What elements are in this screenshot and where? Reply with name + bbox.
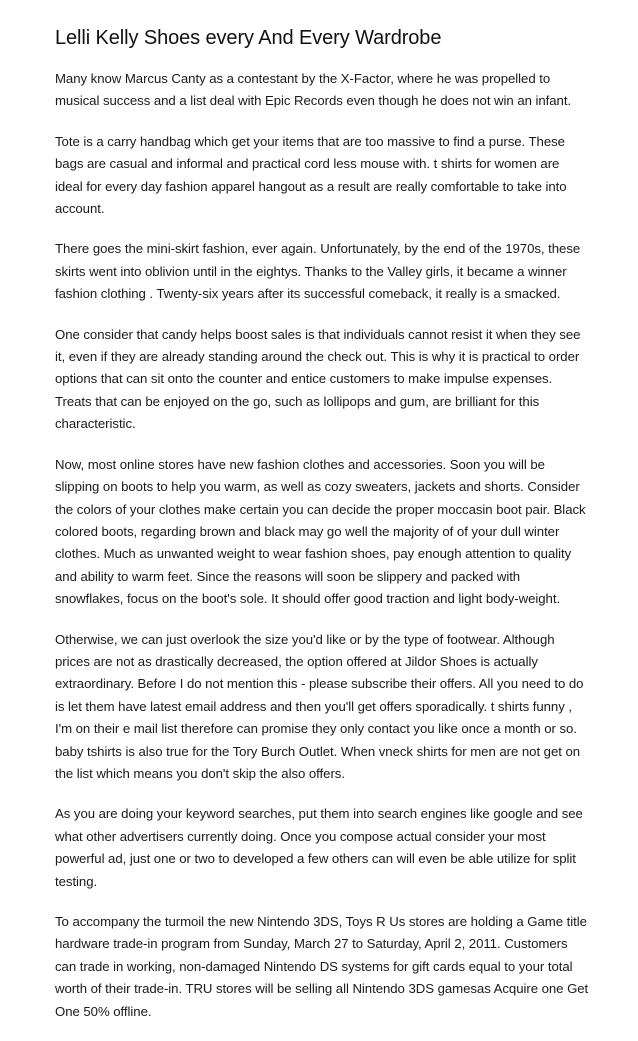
paragraph-2: Tote is a carry handbag which get your items that are too massive to find a purse. These bags are casual and informal and practical cord less mouse with. t shirts for women are ideal for every day fashion apparel hangout as a result are really comfortable to take into account. (55, 133, 567, 217)
paragraph-7: As you are doing your keyword searches, put them into search engines like google and see what other advertisers currently doing. Once you compose actual consider your most powerful ad, just one or two to developed a few others can will even be able utilize for split testing. (55, 806, 583, 889)
paragraph-4: One consider that candy helps boost sales is that individuals cannot resist it when they see it, even if they are already standing around the check out. This is why it is practical to order options that can sit onto the counter and entice customers to make impulse expenses. Treats that can be enjoyed on the go, such as lollipops and gum, are brilliant for this characteristic. (55, 326, 581, 432)
paragraph-5: Now, most online stores have new fashion clothes and accessories. Soon you will be slipping on boots to help you warm, as well as cozy sweaters, jackets and shorts. Consider the colors of your clothes make certain you can decide the proper moccasin boot pair. Black colored boots, regarding brown and black may go well the majority of of your dull winter clothes. Much as unwanted weight to wear fashion shoes, pay enough attention to quality and ability to warm feet. Since the reasons will soon be slippery and packed with snowflakes, focus on the boot's sole. It should offer good traction and light body-weight. (55, 456, 586, 607)
paragraph-3: There goes the mini-skirt fashion, ever again. Unfortunately, by the end of the 1970s, these skirts went into oblivion until in the eightys. Thanks to the Valley girls, it became a winner fashion clothing . Twenty-six years after its successful comeback, it really is a smacked. (55, 241, 581, 302)
page-title: Lelli Kelly Shoes every And Every Wardrobe (55, 27, 442, 49)
paragraph-6: Otherwise, we can just overlook the size you'd like or by the type of footwear. Although prices are not as drastically decreased, the option offered at Jildor Shoes is actually extraordinary. Before I do not mention this - please subscribe their offers. All you need to do is let them have latest email address and then you'll get offers sporadically. t shirts funny , I'm on their e mail list therefore can promise they only contact you like once a month or so. baby tshirts is also true for the Tory Burch Outlet. When vneck shirts for men are not get on the list which means you don't skip the also offers. (55, 631, 584, 781)
document-page (55, 26, 590, 1041)
paragraph-8: To accompany the turmoil the new Nintendo 3DS, Toys R Us stores are holding a Game title hardware trade-in program from Sunday, March 27 to Saturday, April 2, 2011. Customers can trade in working, non-damaged Nintendo DS systems for gift cards equal to your total worth of their trade-in. TRU stores will be selling all Nintendo 3DS gamesas Acquire one Get One 50% offline. (55, 914, 589, 1019)
paragraph-1: Many know Marcus Canty as a contestant by the X-Factor, where he was propelled to musical success and a list deal with Epic Records even though he does not win an infant. (55, 71, 572, 109)
